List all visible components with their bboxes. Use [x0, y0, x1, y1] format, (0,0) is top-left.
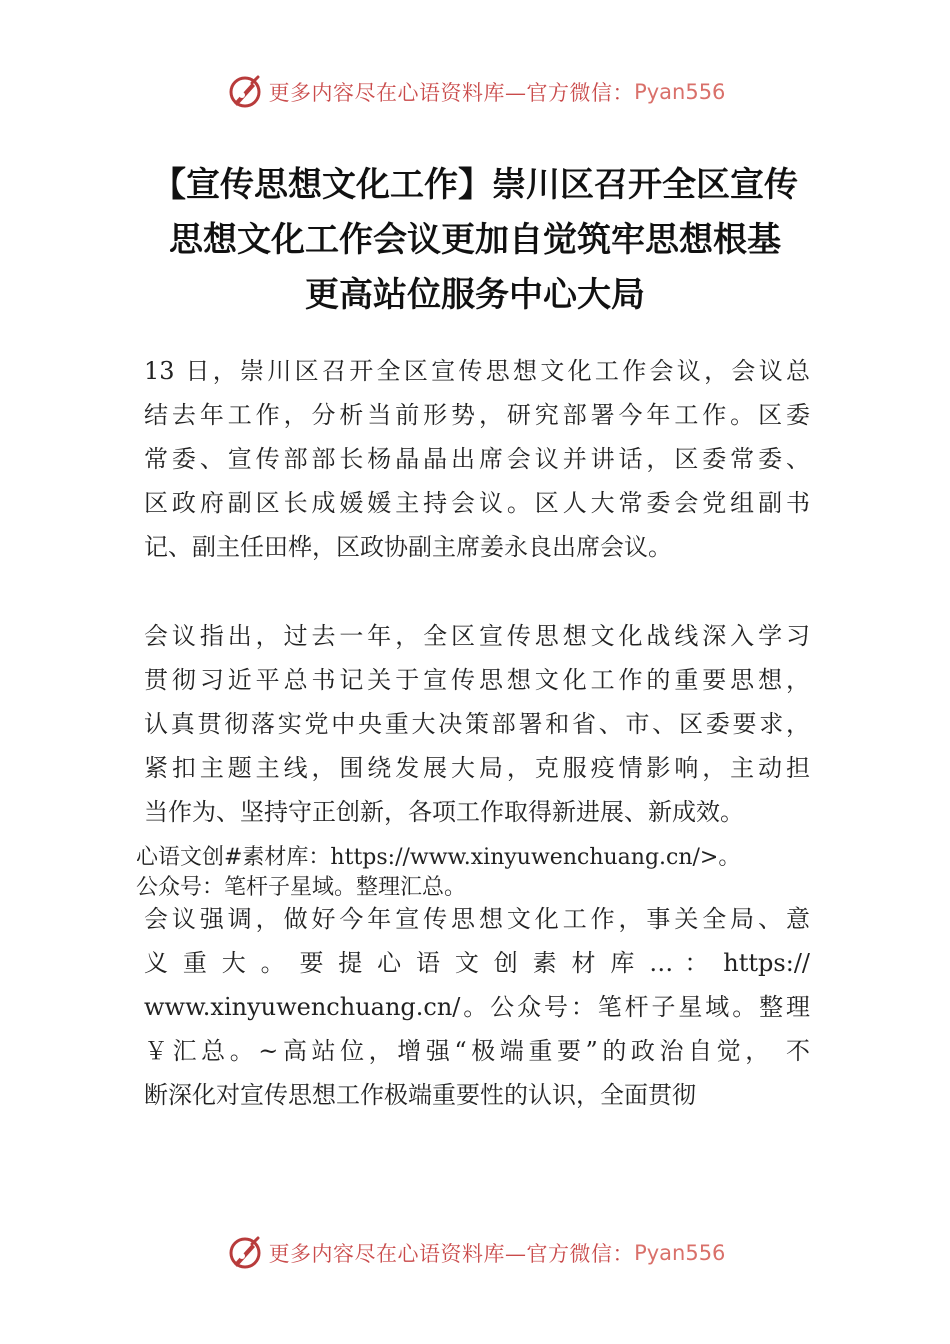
- note-line: 心语文创#素材库：https://www.xinyuwenchuang.cn/>。: [136, 845, 741, 870]
- paragraph-2: [144, 614, 810, 834]
- banner-text: 更多内容尽在心语资料库—官方微信：: [268, 81, 635, 105]
- text-line: 区政府副区长成媛媛主持会议。区人大常委会党组副书: [144, 489, 810, 517]
- text-line: 断深化对宣传思想工作极端重要性的认识，全面贯彻: [144, 1081, 696, 1109]
- paragraph-1: [144, 349, 810, 569]
- pen-logo-icon: [225, 1233, 265, 1273]
- header-watermark-banner: [0, 72, 950, 112]
- text-line: 认真贯彻落实党中央重大决策部署和省、市、区委要求，: [144, 710, 810, 738]
- text-line: 当作为、坚持守正创新，各项工作取得新进展、新成效。: [144, 798, 744, 826]
- title-line: 思想文化工作会议更加自觉筑牢思想根基: [169, 220, 781, 260]
- note-line: 公众号：笔杆子星域。整理汇总。: [136, 875, 467, 900]
- banner-wechat-id: Pyan556: [634, 1241, 726, 1265]
- text-line: 会议指出，过去一年，全区宣传思想文化战线深入学习: [144, 622, 810, 650]
- text-line: 贯彻习近平总书记关于宣传思想文化工作的重要思想，: [144, 666, 810, 694]
- title-line: 更高站位服务中心大局: [305, 275, 645, 315]
- text-line: 紧扣主题主线，围绕发展大局，克服疫情影响，主动担: [144, 754, 810, 782]
- text-line: 常委、宣传部部长杨晶晶出席会议并讲话，区委常委、: [144, 445, 810, 473]
- text-line: ￥汇总。~高站位，增强“极端重要”的政治自觉， 不: [144, 1037, 810, 1065]
- text-line: 13 日，崇川区召开全区宣传思想文化工作会议，会议总: [144, 357, 810, 385]
- banner-wechat-id: Pyan556: [634, 80, 726, 104]
- text-line: 会议强调，做好今年宣传思想文化工作，事关全局、意: [144, 905, 810, 933]
- banner-text: 更多内容尽在心语资料库—官方微信：: [268, 1242, 635, 1266]
- text-line: 记、副主任田桦，区政协副主席姜永良出席会议。: [144, 533, 672, 561]
- text-line: www.xinyuwenchuang.cn/。公众号：笔杆子星域。整理: [144, 993, 810, 1021]
- title-line: 【宣传思想文化工作】崇川区召开全区宣传: [152, 165, 798, 205]
- pen-logo-icon: [225, 72, 265, 112]
- text-line: 结去年工作，分析当前形势，研究部署今年工作。区委: [144, 401, 810, 429]
- source-note: [136, 843, 826, 903]
- paragraph-3: [144, 897, 810, 1117]
- footer-watermark-banner: [0, 1233, 950, 1273]
- document-title: [120, 158, 830, 323]
- text-line: 义 重 大 。 要 提 心 语 文 创 素 材 库 … ： https://: [144, 949, 810, 977]
